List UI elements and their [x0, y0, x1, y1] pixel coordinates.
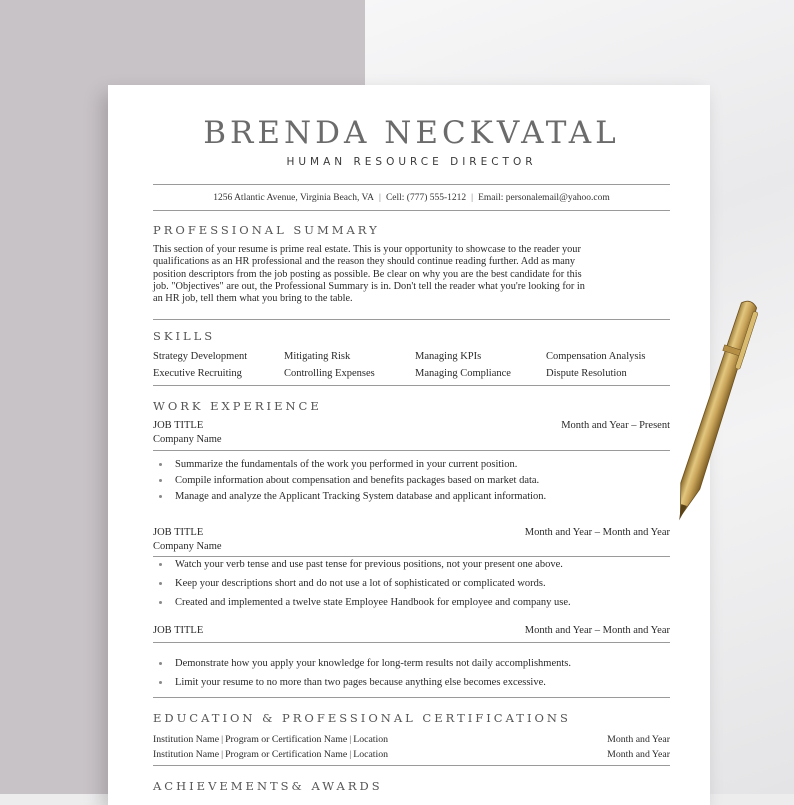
education-program: Program or Certification Name	[225, 749, 348, 760]
education-separator: |	[221, 749, 224, 760]
skill-item: Controlling Expenses	[284, 368, 375, 379]
list-item	[153, 559, 670, 578]
bullet-icon	[159, 563, 162, 566]
resume-role: HUMAN RESOURCE DIRECTOR	[286, 156, 537, 168]
list-item	[153, 677, 670, 696]
section-title-skills: SKILLS	[153, 329, 216, 343]
education-location: Location	[353, 749, 389, 760]
job-title: JOB TITLE	[153, 527, 204, 538]
contact-cell: Cell: (777) 555-1212	[385, 193, 467, 203]
bullet-icon	[159, 681, 162, 684]
education-row	[153, 749, 670, 760]
divider	[153, 210, 670, 211]
skill-item: Executive Recruiting	[153, 368, 242, 379]
bullet-icon	[159, 479, 162, 482]
divider	[153, 556, 670, 557]
job-title: JOB TITLE	[153, 625, 204, 636]
education-date: Month and Year	[607, 749, 670, 760]
divider	[153, 450, 670, 451]
education-separator: |	[349, 749, 352, 760]
education-date: Month and Year	[607, 734, 670, 745]
job-title: JOB TITLE	[153, 420, 204, 431]
bullet-text: Compile information about compensation and benefits packages based on market data.	[175, 475, 540, 486]
divider	[153, 697, 670, 698]
education-row	[153, 734, 670, 745]
education-institution: Institution Name	[153, 734, 220, 745]
job-date: Month and Year – Month and Year	[524, 527, 670, 538]
summary-line: position descriptors from the job posting as possible. Be clear on why you are the best candidate for this	[153, 268, 582, 280]
job-bullets	[153, 559, 670, 616]
summary-text	[153, 244, 670, 305]
bullet-text: Summarize the fundamentals of the work you performed in your current position.	[175, 459, 518, 470]
contact-line	[153, 193, 670, 203]
bullet-text: Demonstrate how you apply your knowledge for long-term results not daily accomplishments.	[175, 658, 572, 669]
section-title-experience: WORK EXPERIENCE	[153, 399, 322, 413]
bullet-text: Keep your descriptions short and do not use a lot of sophisticated or complicated words.	[175, 578, 546, 589]
resume-name: BRENDA NECKVATAL	[203, 115, 620, 151]
company-name: Company Name	[153, 541, 222, 552]
bullet-icon	[159, 662, 162, 665]
skill-item: Mitigating Risk	[284, 351, 351, 362]
section-title-summary: PROFESSIONAL SUMMARY	[153, 223, 380, 237]
company-name: Company Name	[153, 434, 222, 445]
divider	[153, 184, 670, 185]
contact-separator: |	[471, 193, 474, 203]
summary-line: an HR job, tell them what you bring to the table.	[153, 293, 353, 305]
bullet-text: Manage and analyze the Applicant Tracking System database and applicant information.	[175, 491, 547, 502]
bullet-text: Limit your resume to no more than two pages because anything else becomes excessive.	[175, 677, 546, 688]
divider	[153, 765, 670, 766]
job-bullets	[153, 658, 670, 696]
contact-separator: |	[379, 193, 381, 203]
bullet-icon	[159, 463, 162, 466]
education-location: Location	[353, 734, 389, 745]
job-date: Month and Year – Present	[561, 420, 670, 431]
divider	[153, 642, 670, 643]
divider	[153, 385, 670, 386]
job-date: Month and Year – Month and Year	[524, 625, 670, 636]
divider	[153, 319, 670, 320]
list-item	[153, 578, 670, 597]
resume-sheet	[108, 85, 710, 805]
bullet-icon	[159, 582, 162, 585]
list-item	[153, 658, 670, 677]
bullet-icon	[159, 495, 162, 498]
summary-line: job. "Objectives" are out, the Professional Summary is in. Don't tell the reader what you're looking for in	[153, 280, 585, 292]
section-title-achievements: ACHIEVEMENTS& AWARDS	[153, 779, 383, 793]
skill-item: Strategy Development	[153, 351, 248, 362]
education-institution: Institution Name	[153, 749, 220, 760]
list-item	[153, 491, 670, 507]
contact-address: 1256 Atlantic Avenue, Virginia Beach, VA	[213, 193, 375, 203]
skill-item: Compensation Analysis	[546, 351, 646, 362]
pen-icon	[655, 290, 775, 530]
list-item	[153, 597, 670, 616]
summary-line: This section of your resume is prime real estate. This is your opportunity to showcase to the reader your	[153, 244, 581, 255]
section-title-education: EDUCATION & PROFESSIONAL CERTIFICATIONS	[153, 711, 571, 725]
skill-item: Dispute Resolution	[546, 368, 627, 379]
skill-item: Managing Compliance	[415, 368, 511, 379]
job-bullets	[153, 459, 670, 507]
education-program: Program or Certification Name	[225, 734, 348, 745]
skill-item: Managing KPIs	[415, 351, 482, 362]
bullet-icon	[159, 601, 162, 604]
education-separator: |	[221, 734, 224, 745]
contact-email: Email: personalemail@yahoo.com	[478, 193, 610, 203]
bullet-text: Created and implemented a twelve state Employee Handbook for employee and company use.	[175, 597, 571, 608]
education-separator: |	[349, 734, 352, 745]
list-item	[153, 475, 670, 491]
list-item	[153, 459, 670, 475]
summary-line: qualifications as an HR professional and the reason they should continue reading further. Add as many	[153, 256, 576, 268]
bullet-text: Watch your verb tense and use past tense for previous positions, not your present one above.	[175, 559, 563, 570]
